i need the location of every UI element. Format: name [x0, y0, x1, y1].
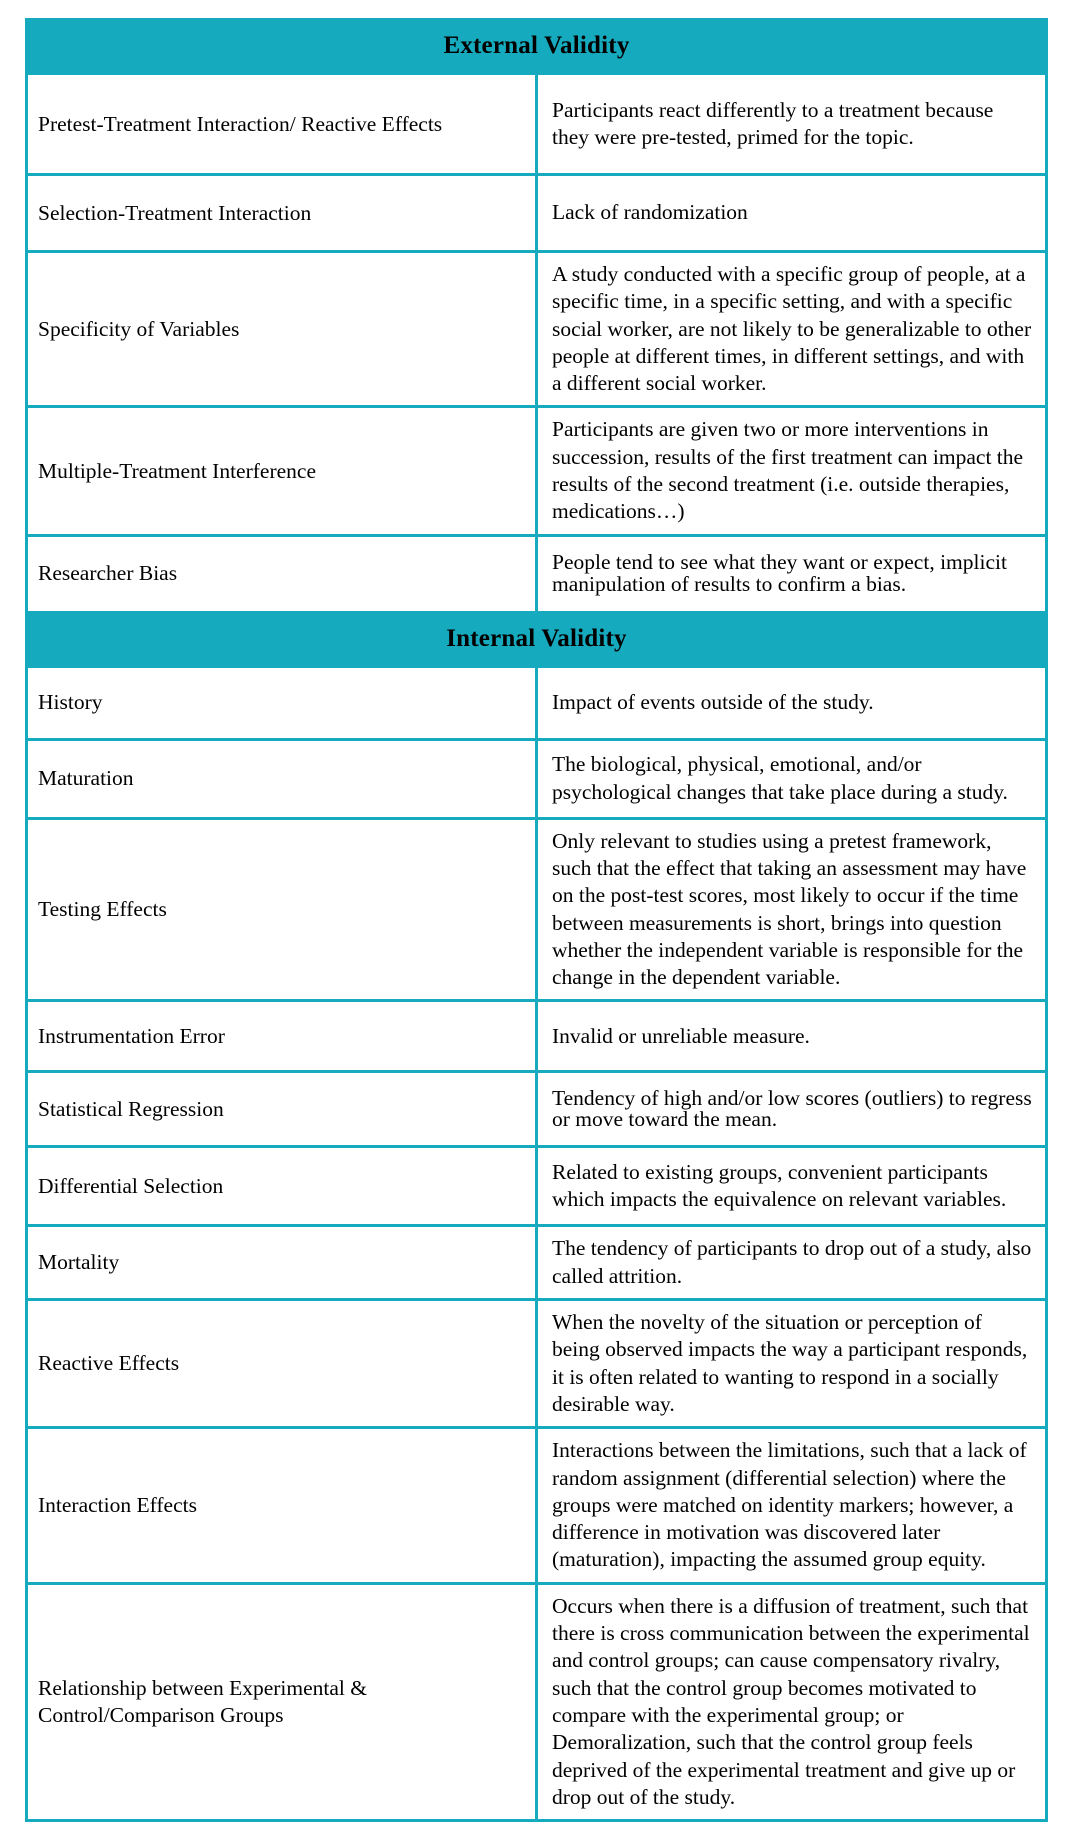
- term-label: Researcher Bias: [27, 535, 537, 612]
- term-label: Specificity of Variables: [27, 252, 537, 407]
- table-row: [27, 1300, 1047, 1428]
- table-row: [27, 1072, 1047, 1147]
- table-row: [27, 535, 1047, 612]
- table-row: [27, 1428, 1047, 1583]
- table-row: [27, 1001, 1047, 1072]
- term-label: Differential Selection: [27, 1147, 537, 1226]
- term-description: Participants are given two or more interventions in succession, results of the first treatment can impact the results of the second treatment (i.e. outside therapies, medications…): [537, 407, 1047, 535]
- table-row: [27, 407, 1047, 535]
- table-row: [27, 175, 1047, 252]
- table-row: [27, 1583, 1047, 1820]
- table-row: [27, 739, 1047, 818]
- table-row: [27, 74, 1047, 175]
- term-description: Occurs when there is a diffusion of treatment, such that there is cross communication between the experimental and control groups; can cause compensatory rivalry, such that the control group becomes motivated to compare with the experimental group; or Demoralization, such that the control group feels deprived of the experimental treatment and give up or drop out of the study.: [537, 1583, 1047, 1820]
- table-row: [27, 1147, 1047, 1226]
- term-description: Only relevant to studies using a pretest framework, such that the effect that taking an assessment may have on the post-test scores, most likely to occur if the time between measurements is short, brings into question whether the independent variable is responsible for the change in the dependent variable.: [537, 818, 1047, 1001]
- term-label: Testing Effects: [27, 818, 537, 1001]
- section-header-row-external: [27, 20, 1047, 74]
- term-label: History: [27, 666, 537, 739]
- term-description: People tend to see what they want or expect, implicit manipulation of results to confirm a bias.: [537, 535, 1047, 612]
- term-label: Reactive Effects: [27, 1300, 537, 1428]
- term-label: Mortality: [27, 1226, 537, 1300]
- term-description: Interactions between the limitations, such that a lack of random assignment (differential selection) where the groups were matched on identity markers; however, a difference in motivation was discovered later (maturation), impacting the assumed group equity.: [537, 1428, 1047, 1583]
- term-description: Tendency of high and/or low scores (outliers) to regress or move toward the mean.: [537, 1072, 1047, 1147]
- table-row: [27, 818, 1047, 1001]
- term-label: Interaction Effects: [27, 1428, 537, 1583]
- term-label: Relationship between Experimental & Control/Comparison Groups: [27, 1583, 537, 1820]
- term-description: The tendency of participants to drop out of a study, also called attrition.: [537, 1226, 1047, 1300]
- section-header-row-internal: [27, 612, 1047, 666]
- term-label: Statistical Regression: [27, 1072, 537, 1147]
- term-description: A study conducted with a specific group of people, at a specific time, in a specific setting, and with a specific social worker, are not likely to be generalizable to other people at different times, in different settings, and with a different social worker.: [537, 252, 1047, 407]
- term-label: Multiple-Treatment Interference: [27, 407, 537, 535]
- term-description: When the novelty of the situation or perception of being observed impacts the way a participant responds, it is often related to wanting to respond in a socially desirable way.: [537, 1300, 1047, 1428]
- validity-limitations-table: [25, 18, 1048, 1822]
- table-body: [27, 20, 1047, 1821]
- term-description: Invalid or unreliable measure.: [537, 1001, 1047, 1072]
- section-title-internal-validity: Internal Validity: [27, 612, 1047, 666]
- term-description: Lack of randomization: [537, 175, 1047, 252]
- term-label: Pretest-Treatment Interaction/ Reactive Effects: [27, 74, 537, 175]
- term-label: Selection-Treatment Interaction: [27, 175, 537, 252]
- term-description: Participants react differently to a treatment because they were pre-tested, primed for the topic.: [537, 74, 1047, 175]
- table-row: [27, 252, 1047, 407]
- table-row: [27, 1226, 1047, 1300]
- term-description: The biological, physical, emotional, and/or psychological changes that take place during a study.: [537, 739, 1047, 818]
- table-row: [27, 666, 1047, 739]
- term-description: Related to existing groups, convenient participants which impacts the equivalence on relevant variables.: [537, 1147, 1047, 1226]
- term-description: Impact of events outside of the study.: [537, 666, 1047, 739]
- section-title-external-validity: External Validity: [27, 20, 1047, 74]
- term-label: Instrumentation Error: [27, 1001, 537, 1072]
- term-label: Maturation: [27, 739, 537, 818]
